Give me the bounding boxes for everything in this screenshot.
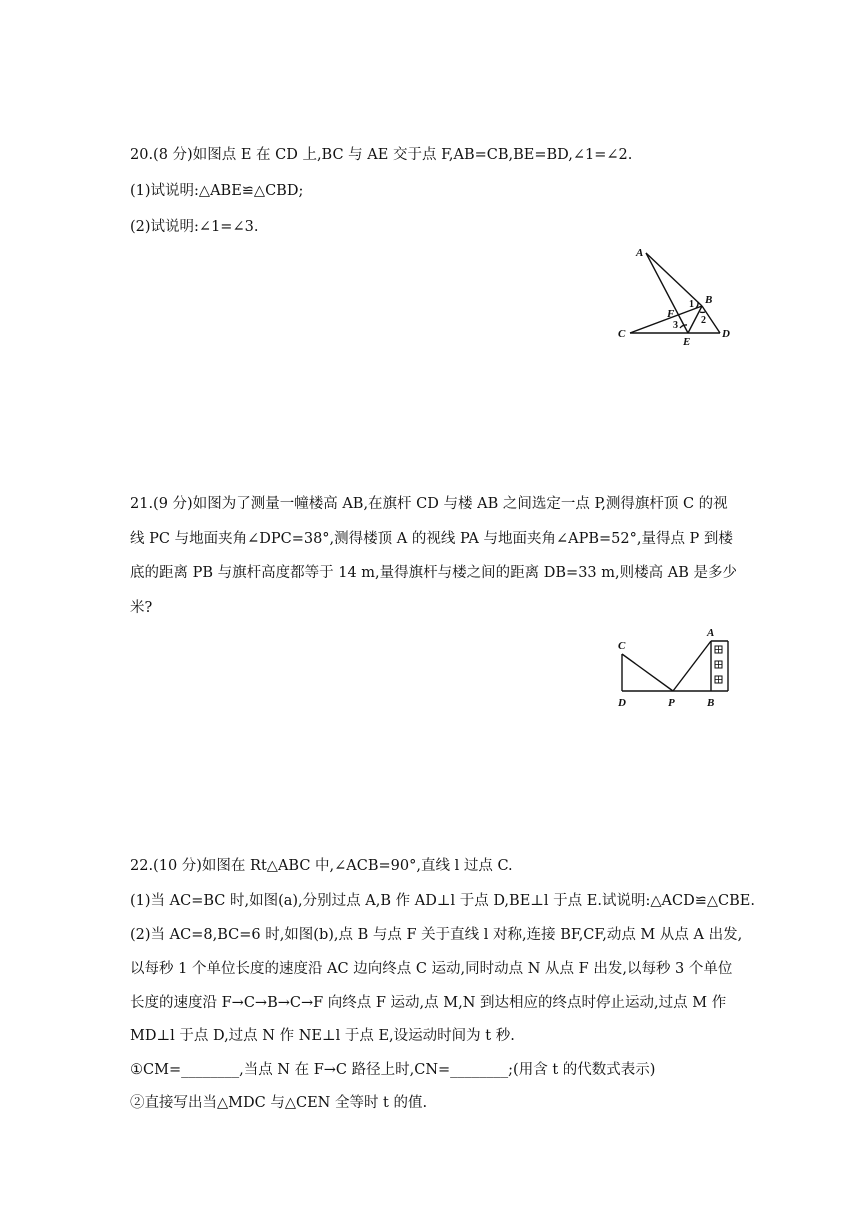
- q22-line-6: MD⊥l 于点 D,过点 N 作 NE⊥l 于点 E,设运动时间为 t 秒.: [130, 1028, 515, 1044]
- q20-figure: [612, 244, 738, 346]
- q21-line-1: 21.(9 分)如图为了测量一幢楼高 AB,在旗杆 CD 与楼 AB 之间选定一点 P,测得旗杆顶 C 的视: [130, 496, 728, 512]
- q22-line-3: (2)当 AC=8,BC=6 时,如图(b),点 B 与点 F 关于直线 l 对称,连接 BF,CF,动点 M 从点 A 出发,: [130, 927, 743, 943]
- q20-label-c: C: [618, 328, 626, 340]
- q22-line-1: 22.(10 分)如图在 Rt△ABC 中,∠ACB=90°,直线 l 过点 C.: [130, 858, 513, 874]
- q22-line-7: ①CM=________,当点 N 在 F→C 路径上时,CN=________;(用含 t 的代数式表示): [130, 1062, 656, 1078]
- q20-stem: 20.(8 分)如图点 E 在 CD 上,BC 与 AE 交于点 F,AB=CB,BE=BD,∠1=∠2.: [130, 147, 633, 163]
- q21-label-b: B: [707, 697, 715, 709]
- q20-label-e: E: [683, 336, 691, 346]
- q20-label-b: B: [705, 294, 713, 306]
- q20-label-a: A: [636, 247, 644, 259]
- q22-line-5: 长度的速度沿 F→C→B→C→F 向终点 F 运动,点 M,N 到达相应的终点时停止运动,过点 M 作: [130, 995, 727, 1011]
- q21-figure: [612, 624, 738, 712]
- q21-label-c: C: [618, 640, 626, 652]
- q21-line-2: 线 PC 与地面夹角∠DPC=38°,测得楼顶 A 的视线 PA 与地面夹角∠APB=52°,量得点 P 到楼: [130, 531, 733, 547]
- q21-line-4: 米?: [130, 600, 153, 616]
- q21-label-p: P: [668, 697, 675, 709]
- q20-label-f: F: [667, 308, 675, 320]
- q21-label-a: A: [707, 627, 715, 639]
- q20-angle-1: 1: [689, 299, 694, 310]
- q20-part1: (1)试说明:△ABE≌△CBD;: [130, 183, 304, 199]
- q20-angle-3: 3: [673, 320, 678, 331]
- q22-line-8: ②直接写出当△MDC 与△CEN 全等时 t 的值.: [130, 1095, 428, 1111]
- q22-line-4: 以每秒 1 个单位长度的速度沿 AC 边向终点 C 运动,同时动点 N 从点 F 出发,以每秒 3 个单位: [130, 961, 733, 977]
- q20-part2: (2)试说明:∠1=∠3.: [130, 219, 259, 235]
- q20-label-d: D: [722, 328, 730, 340]
- q22-line-2: (1)当 AC=BC 时,如图(a),分别过点 A,B 作 AD⊥l 于点 D,BE⊥l 于点 E.试说明:△ACD≌△CBE.: [130, 893, 755, 909]
- q21-line-3: 底的距离 PB 与旗杆高度都等于 14 m,量得旗杆与楼之间的距离 DB=33 m,则楼高 AB 是多少: [130, 565, 737, 581]
- q21-label-d: D: [618, 697, 626, 709]
- q20-angle-2: 2: [701, 315, 706, 326]
